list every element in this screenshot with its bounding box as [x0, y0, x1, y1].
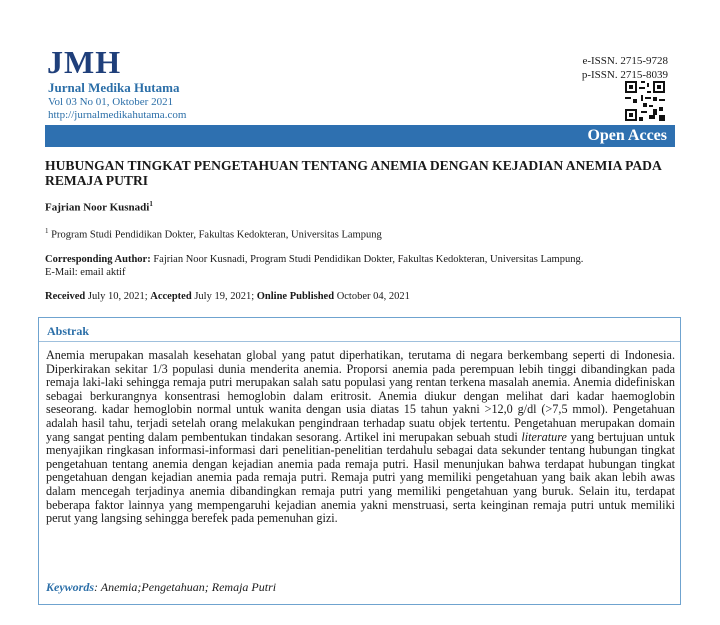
author-sup: 1	[149, 200, 153, 208]
abstract-box	[38, 317, 681, 605]
abstract-text-italic: literature	[521, 429, 567, 444]
affiliation	[45, 227, 382, 241]
accepted-label: Accepted	[150, 291, 192, 302]
abstract-body	[46, 349, 675, 526]
keywords-text: : Anemia;Pengetahuan; Remaja Putri	[94, 580, 277, 594]
abstract-heading: Abstrak	[47, 324, 90, 338]
abstract-text-part-1: Anemia merupakan masalah kesehatan global yang patut diperhatikan, terutama di negara berkembang seperti di Indonesia. Diperkirakan sekitar 1/3 populasi dunia menderita anemia. Proporsi anemia pada perempuan lebih tinggi dibandingkan pada remaja laki-laki sehingga remaja putri merupakan salah satu populasi yang rentan terkena masalah anemia. Anemia didefiniskan sebagai berkurangnya konsentrasi hemoglobin dalam eritrosit. Anemia diukur dengan melihat dari kadar haemoglobin seseorang. kadar hemoglobin normal untuk wanita dengan usia diatas 15 tahun yakni >12,0 g/dl (>7,5 mmol). Pengetahuan adalah hasil tahu, terjadi setelah orang melakukan pengindraan terhadap suatu objek tertentu. Pengetahuan merupakan domain yang sangat penting dalam pembentukan tindakan sesorang. Artikel ini merupakan sebuah studi	[46, 348, 675, 444]
author-line	[45, 200, 153, 214]
article-title: HUBUNGAN TINGKAT PENGETAHUAN TENTANG ANEMIA DENGAN KEJADIAN ANEMIA PADA REMAJA PUTRI	[45, 158, 662, 188]
received-date: July 10, 2021;	[85, 291, 151, 302]
corresponding-author	[45, 253, 685, 279]
abstract-text-part-2: yang bertujuan untuk menyajikan ringkasan informasi-informasi dari penelitian-penelitian terdahulu sebagai data sekunder tentang hubungan tingkat pengetahuan tentang anemia dengan kejadian anemia pada remaja putri. Hasil menunjukan bahwa terdapat hubungan tingkat pengetahuan dengan kejadian anemia pada remaja putri. Remaja putri yang memiliki pengetahuan yang baik akan lebih awas dalam mencegah terjadinya anemia dibandingkan remaja putri yang memiliki pengetahuan yang buruk. Selain itu, terdapat beberapa faktor lainnya yang mempengaruhi kejadian anemia yakni menstruasi, serta keinginan remaja putri untuk memiliki perut yang langsing sehingga berefek pada pemenuhan gizi.	[46, 429, 675, 526]
corresponding-text: Fajrian Noor Kusnadi, Program Studi Pendidikan Dokter, Fakultas Kedokteran, Universitas Lampung.	[150, 254, 584, 265]
journal-name: Jurnal Medika Hutama	[48, 80, 180, 95]
keywords-line	[46, 580, 276, 595]
accepted-date: July 19, 2021;	[191, 291, 257, 302]
received-label: Received	[45, 291, 86, 302]
journal-logo: JMH	[47, 44, 122, 80]
open-access-banner	[45, 125, 675, 147]
affiliation-sup: 1	[45, 227, 49, 235]
published-label: Online Published	[256, 291, 335, 302]
journal-url[interactable]: http://jurnalmedikahutama.com	[48, 109, 187, 121]
issn-block	[582, 54, 668, 82]
eissn: e-ISSN. 2715-9728	[582, 55, 668, 67]
email-line: E-Mail: email aktif	[45, 267, 126, 278]
journal-volume: Vol 03 No 01, Oktober 2021	[48, 96, 174, 108]
keywords-label: Keywords	[46, 580, 94, 594]
abstract-divider	[39, 341, 680, 342]
published-date: October 04, 2021	[334, 291, 410, 302]
open-access-label: Open Acces	[587, 127, 667, 144]
publication-dates	[45, 291, 410, 302]
affiliation-text: Program Studi Pendidikan Dokter, Fakultas Kedokteran, Universitas Lampung	[48, 229, 382, 241]
corresponding-label: Corresponding Author:	[45, 254, 151, 265]
pissn: p-ISSN. 2715-8039	[581, 69, 668, 81]
qr-code-icon	[625, 81, 665, 121]
author-name: Fajrian Noor Kusnadi	[45, 201, 150, 214]
